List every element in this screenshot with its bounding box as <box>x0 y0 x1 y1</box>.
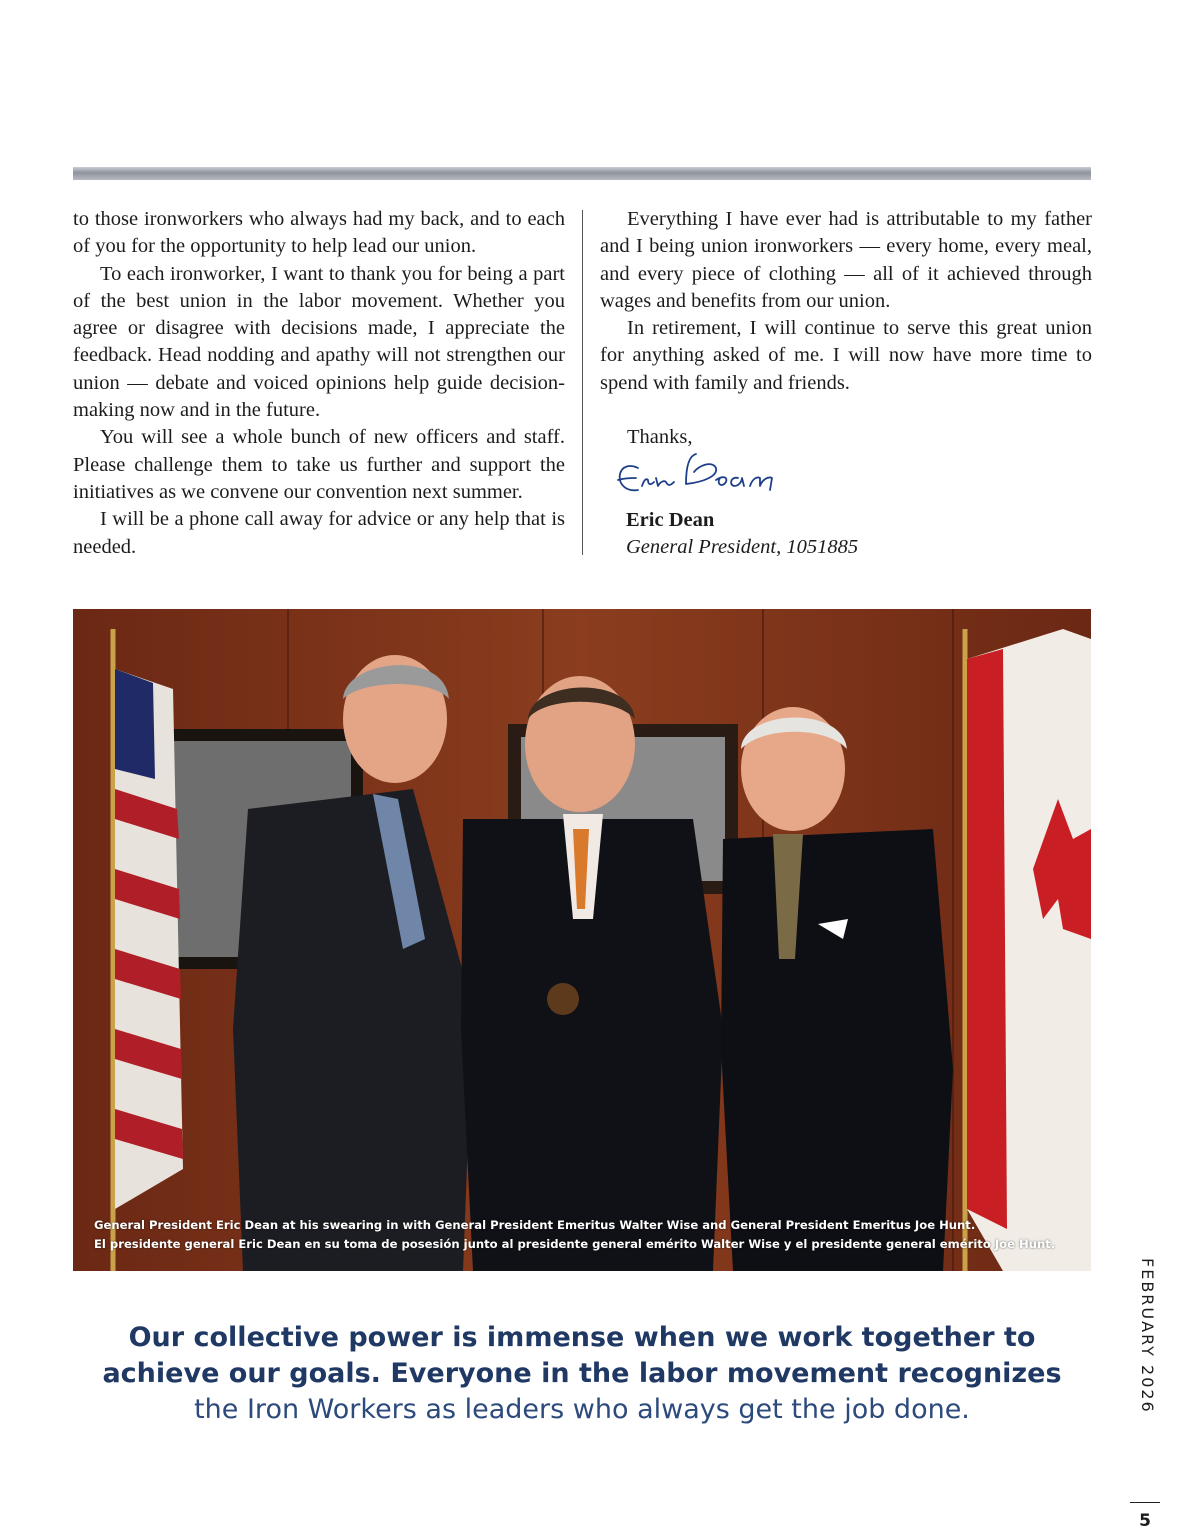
swearing-in-photo <box>73 609 1091 1271</box>
photo-illustration <box>73 609 1091 1271</box>
pull-quote-line: Our collective power is immense when we work together to <box>128 1322 1036 1353</box>
article-right-column <box>600 206 1092 451</box>
signer-name: Eric Dean <box>626 509 715 531</box>
header-rule <box>73 167 1091 180</box>
signer-title: General President, 1051885 <box>626 536 859 559</box>
pull-quote <box>73 1320 1091 1428</box>
paragraph: I will be a phone call away for advice or any help that is needed. <box>73 508 565 558</box>
column-divider <box>582 210 583 555</box>
page-number-rule <box>1130 1502 1160 1503</box>
pull-quote-line: the Iron Workers as leaders who always get the job done. <box>194 1394 970 1425</box>
paragraph: You will see a whole bunch of new officers and staff. Please challenge them to take us further and support the initiatives as we convene our convention next summer. <box>73 426 565 503</box>
paragraph: Everything I have ever had is attributable to my father and I being union ironworkers — every home, every meal, and every piece of clothing — all of it achieved through wages and benefits from our union. <box>600 208 1092 312</box>
signature-image <box>608 446 828 506</box>
photo-caption <box>94 1216 1081 1254</box>
paragraph: To each ironworker, I want to thank you for being a part of the best union in the labor movement. Whether you agree or disagree with decisions made, I appreciate the feedback. Head nodding and apathy will not strengthen our union — debate and voiced opinions help guide decision-making now and in the future. <box>73 262 565 422</box>
pull-quote-line: achieve our goals. Everyone in the labor movement recognizes <box>102 1358 1062 1389</box>
paragraph: In retirement, I will continue to serve this great union for anything asked of me. I will now have more time to spend with family and friends. <box>600 317 1092 394</box>
caption-spanish: El presidente general Eric Dean en su toma de posesión junto al presidente general emérito Walter Wise y el presidente general emérito Joe Hunt. <box>94 1237 1056 1251</box>
caption-english: General President Eric Dean at his swearing in with General President Emeritus Walter Wise and General President Emeritus Joe Hunt. <box>94 1218 976 1232</box>
paragraph: to those ironworkers who always had my back, and to each of you for the opportunity to help lead our union. <box>73 208 565 258</box>
closing-text: Thanks, <box>627 426 693 449</box>
issue-label: FEBRUARY 2026 <box>1138 1258 1157 1414</box>
signer-block <box>626 507 858 562</box>
article-left-column <box>73 206 565 561</box>
page-number: 5 <box>1139 1511 1151 1531</box>
